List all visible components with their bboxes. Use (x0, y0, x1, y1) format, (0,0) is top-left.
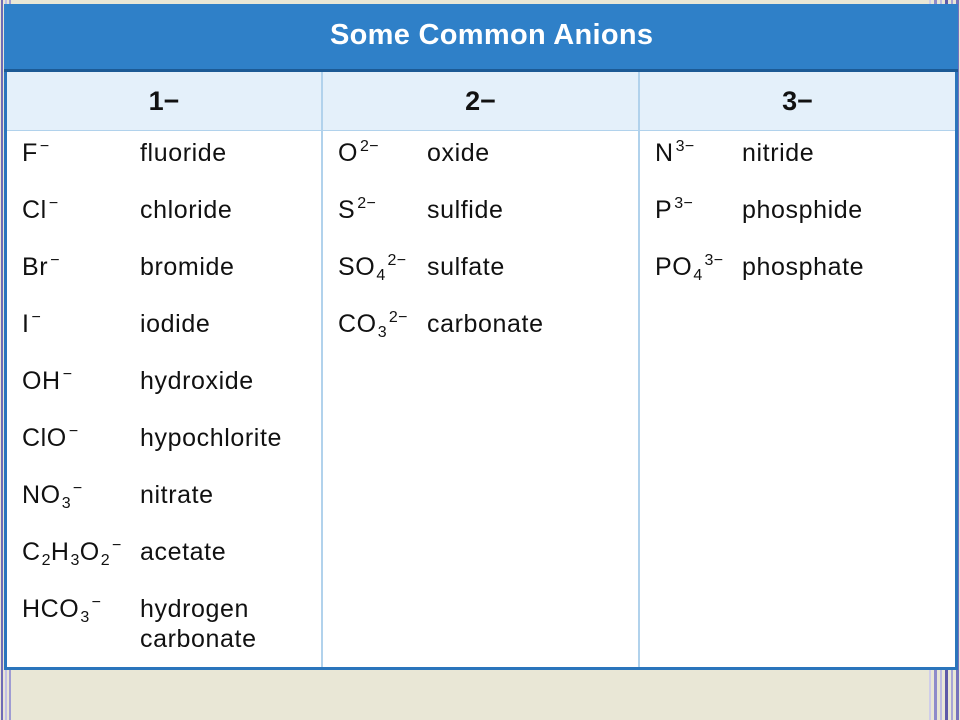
ion-charge: − (72, 480, 83, 497)
anion-row (7, 530, 321, 587)
formula-symbols: C (22, 538, 41, 566)
anion-name: nitride (742, 139, 815, 167)
anion-name: nitrate (140, 481, 214, 509)
anion-formula (338, 138, 379, 168)
anion-name: hydrogen carbonate (140, 595, 257, 653)
formula-symbols: Br (22, 253, 49, 281)
column-charge-1 (7, 72, 321, 667)
anion-formula (22, 537, 122, 567)
anion-name: phosphide (742, 196, 863, 224)
anion-formula (22, 309, 41, 339)
ion-charge: − (111, 537, 122, 554)
anion-name: sulfate (427, 253, 505, 281)
anion-name: acetate (140, 538, 227, 566)
anion-formula (338, 309, 408, 339)
anion-formula (22, 594, 101, 624)
anion-row (7, 245, 321, 302)
formula-symbols: PO (655, 253, 693, 281)
slide-title: Some Common Anions (330, 19, 654, 51)
ion-charge: − (39, 138, 50, 155)
anion-row (7, 131, 321, 188)
ion-charge: − (48, 195, 59, 212)
anion-name: sulfide (427, 196, 504, 224)
anion-name: carbonate (427, 310, 544, 338)
ion-charge: 3− (704, 252, 724, 269)
ion-charge: − (91, 594, 102, 611)
anion-formula (22, 480, 83, 510)
anion-row (7, 188, 321, 245)
column-rows (640, 131, 955, 302)
formula-subscript: 2 (41, 552, 51, 569)
ion-charge: 3− (674, 195, 694, 212)
anion-table (4, 72, 958, 670)
anion-name: oxide (427, 139, 490, 167)
ion-charge: − (50, 252, 60, 269)
anion-name: phosphate (742, 253, 865, 281)
anion-row (323, 188, 638, 245)
formula-symbols: ClO (22, 424, 67, 452)
ion-charge: 3− (675, 138, 695, 155)
formula-symbols: P (655, 196, 673, 224)
formula-subscript: 4 (376, 267, 386, 284)
anion-name: fluoride (140, 139, 227, 167)
formula-symbols: Cl (22, 196, 47, 224)
ion-charge: − (31, 309, 42, 326)
formula-symbols: CO (338, 310, 377, 338)
formula-symbols: F (22, 139, 38, 167)
formula-symbols: S (338, 196, 356, 224)
anion-row (7, 416, 321, 473)
formula-subscript: 2 (100, 552, 110, 569)
formula-symbols: N (655, 139, 674, 167)
anion-row (323, 131, 638, 188)
anion-formula (22, 423, 79, 453)
anion-formula (22, 366, 72, 396)
column-rows (323, 131, 638, 359)
formula-subscript: 4 (693, 267, 703, 284)
formula-symbols: H (50, 538, 70, 566)
column-charge-3 (640, 72, 955, 667)
ion-charge: 2− (360, 138, 379, 155)
anion-formula (655, 195, 693, 225)
title-banner (4, 4, 958, 72)
anion-name: hydroxide (140, 367, 254, 395)
formula-subscript: 3 (70, 552, 80, 569)
column-header-charge-3: 3− (782, 86, 813, 116)
formula-symbols: HCO (22, 595, 80, 623)
formula-symbols: NO (22, 481, 61, 509)
anion-formula (338, 252, 406, 282)
formula-symbols: O (338, 139, 359, 167)
decorative-stripe (1, 0, 3, 720)
column-header-charge-2: 2− (465, 86, 496, 116)
anion-row (323, 245, 638, 302)
ion-charge: − (68, 423, 79, 440)
anion-row (7, 473, 321, 530)
ion-charge: − (62, 366, 73, 383)
formula-subscript: 3 (377, 324, 387, 341)
column-header-charge-1: 1− (148, 86, 180, 116)
anion-row (323, 302, 638, 359)
anion-name: iodide (140, 310, 211, 338)
column-rows (7, 131, 321, 653)
formula-symbols: O (79, 538, 100, 566)
formula-symbols: OH (22, 367, 61, 395)
anion-row (640, 131, 955, 188)
ion-charge: 2− (388, 309, 408, 326)
anion-table-card (4, 4, 958, 670)
anion-formula (655, 138, 695, 168)
formula-subscript: 3 (80, 609, 90, 626)
ion-charge: 2− (357, 195, 377, 212)
ion-charge: 2− (387, 252, 407, 269)
anion-row (7, 359, 321, 416)
formula-symbols: I (22, 310, 30, 338)
anion-row (7, 587, 321, 653)
anion-name: bromide (140, 253, 235, 281)
anion-name: hypochlorite (140, 424, 283, 452)
anion-formula (22, 252, 60, 282)
anion-row (7, 302, 321, 359)
anion-formula (655, 252, 723, 282)
formula-symbols: SO (338, 253, 376, 281)
anion-name: chloride (140, 196, 233, 224)
anion-formula (338, 195, 376, 225)
anion-row (640, 245, 955, 302)
formula-subscript: 3 (61, 495, 71, 512)
anion-row (640, 188, 955, 245)
column-charge-2 (323, 72, 638, 667)
anion-formula (22, 138, 50, 168)
anion-formula (22, 195, 58, 225)
